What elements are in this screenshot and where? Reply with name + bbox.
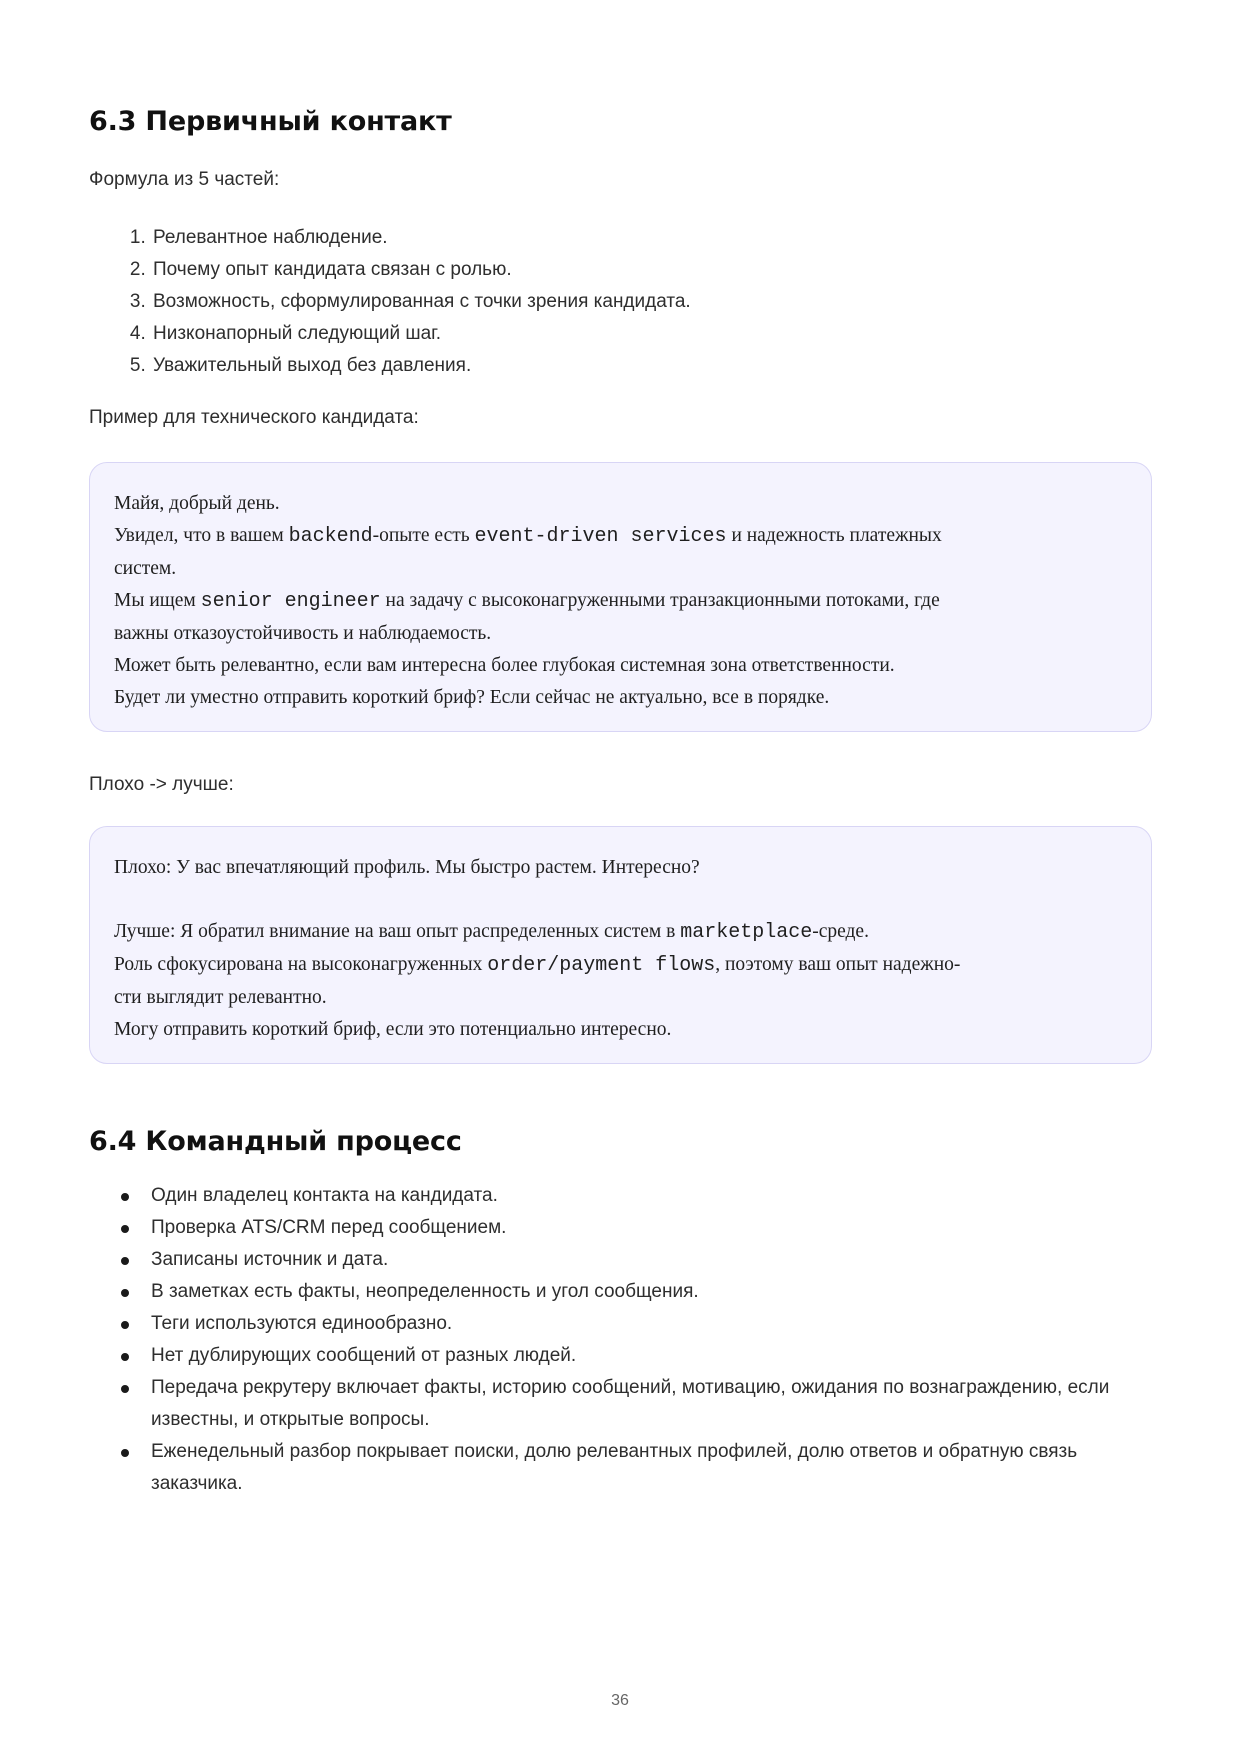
bullet-icon bbox=[121, 1289, 129, 1297]
list-item: Один владелец контакта на кандидата. bbox=[151, 1180, 1151, 1212]
bad-good-intro: Плохо -> лучше: bbox=[89, 774, 234, 795]
blank-line bbox=[114, 884, 1127, 916]
section-heading-6-4: 6.4 Командный процесс bbox=[89, 1126, 462, 1157]
bad-good-message-box bbox=[89, 826, 1152, 1064]
team-process-list bbox=[89, 1180, 1151, 1500]
bullet-icon bbox=[121, 1225, 129, 1233]
bullet-icon bbox=[121, 1449, 129, 1457]
list-item: 1. Релевантное наблюдение. bbox=[151, 222, 691, 254]
message-line: Майя, добрый день. bbox=[114, 493, 280, 514]
list-item: Еженедельный разбор покрывает поиски, долю релевантных профилей, долю ответов и обратную связь заказчика. bbox=[151, 1436, 1151, 1500]
list-item: 5. Уважительный выход без давления. bbox=[151, 350, 691, 382]
message-line: Может быть релевантно, если вам интересна более глубокая системная зона ответственности. bbox=[114, 655, 895, 676]
message-line: Будет ли уместно отправить короткий бриф? Если сейчас не актуально, все в порядке. bbox=[114, 687, 830, 708]
list-item: 2. Почему опыт кандидата связан с ролью. bbox=[151, 254, 691, 286]
section-heading-6-3: 6.3 Первичный контакт bbox=[89, 106, 452, 137]
list-item: Проверка ATS/CRM перед сообщением. bbox=[151, 1212, 1151, 1244]
message-line: Плохо: У вас впечатляющий профиль. Мы быстро растем. Интересно? bbox=[114, 857, 700, 878]
message-line: Лучше: Я обратил внимание на ваш опыт распределенных систем в marketplace-среде. bbox=[114, 921, 869, 944]
example-message-box bbox=[89, 462, 1152, 732]
list-item: Нет дублирующих сообщений от разных людей. bbox=[151, 1340, 1151, 1372]
list-item: Записаны источник и дата. bbox=[151, 1244, 1151, 1276]
bullet-icon bbox=[121, 1193, 129, 1201]
bullet-icon bbox=[121, 1385, 129, 1393]
bullet-icon bbox=[121, 1321, 129, 1329]
formula-intro: Формула из 5 частей: bbox=[89, 169, 280, 190]
example-intro: Пример для технического кандидата: bbox=[89, 407, 419, 428]
message-line: Могу отправить короткий бриф, если это потенциально интересно. bbox=[114, 1019, 672, 1040]
message-line: Мы ищем senior engineer на задачу с высоконагруженными транзакционными потоками, где bbox=[114, 590, 940, 613]
list-item: Теги используются единообразно. bbox=[151, 1308, 1151, 1340]
bullet-icon bbox=[121, 1353, 129, 1361]
message-line: важны отказоустойчивость и наблюдаемость. bbox=[114, 623, 492, 644]
list-item: В заметках есть факты, неопределенность и угол сообщения. bbox=[151, 1276, 1151, 1308]
list-item: Передача рекрутеру включает факты, историю сообщений, мотивацию, ожидания по вознаграждению, если известны, и открытые вопросы. bbox=[151, 1372, 1151, 1436]
bullet-icon bbox=[121, 1257, 129, 1265]
message-line: Роль сфокусирована на высоконагруженных order/payment flows, поэтому ваш опыт надежно- bbox=[114, 954, 961, 977]
page-number: 36 bbox=[611, 1692, 629, 1709]
formula-steps-list bbox=[89, 222, 691, 382]
message-line: систем. bbox=[114, 558, 177, 579]
list-item: 4. Низконапорный следующий шаг. bbox=[151, 318, 691, 350]
list-item: 3. Возможность, сформулированная с точки зрения кандидата. bbox=[151, 286, 691, 318]
message-line: Увидел, что в вашем backend-опыте есть event-driven services и надежность платежных bbox=[114, 525, 942, 548]
message-line: сти выглядит релевантно. bbox=[114, 987, 327, 1008]
